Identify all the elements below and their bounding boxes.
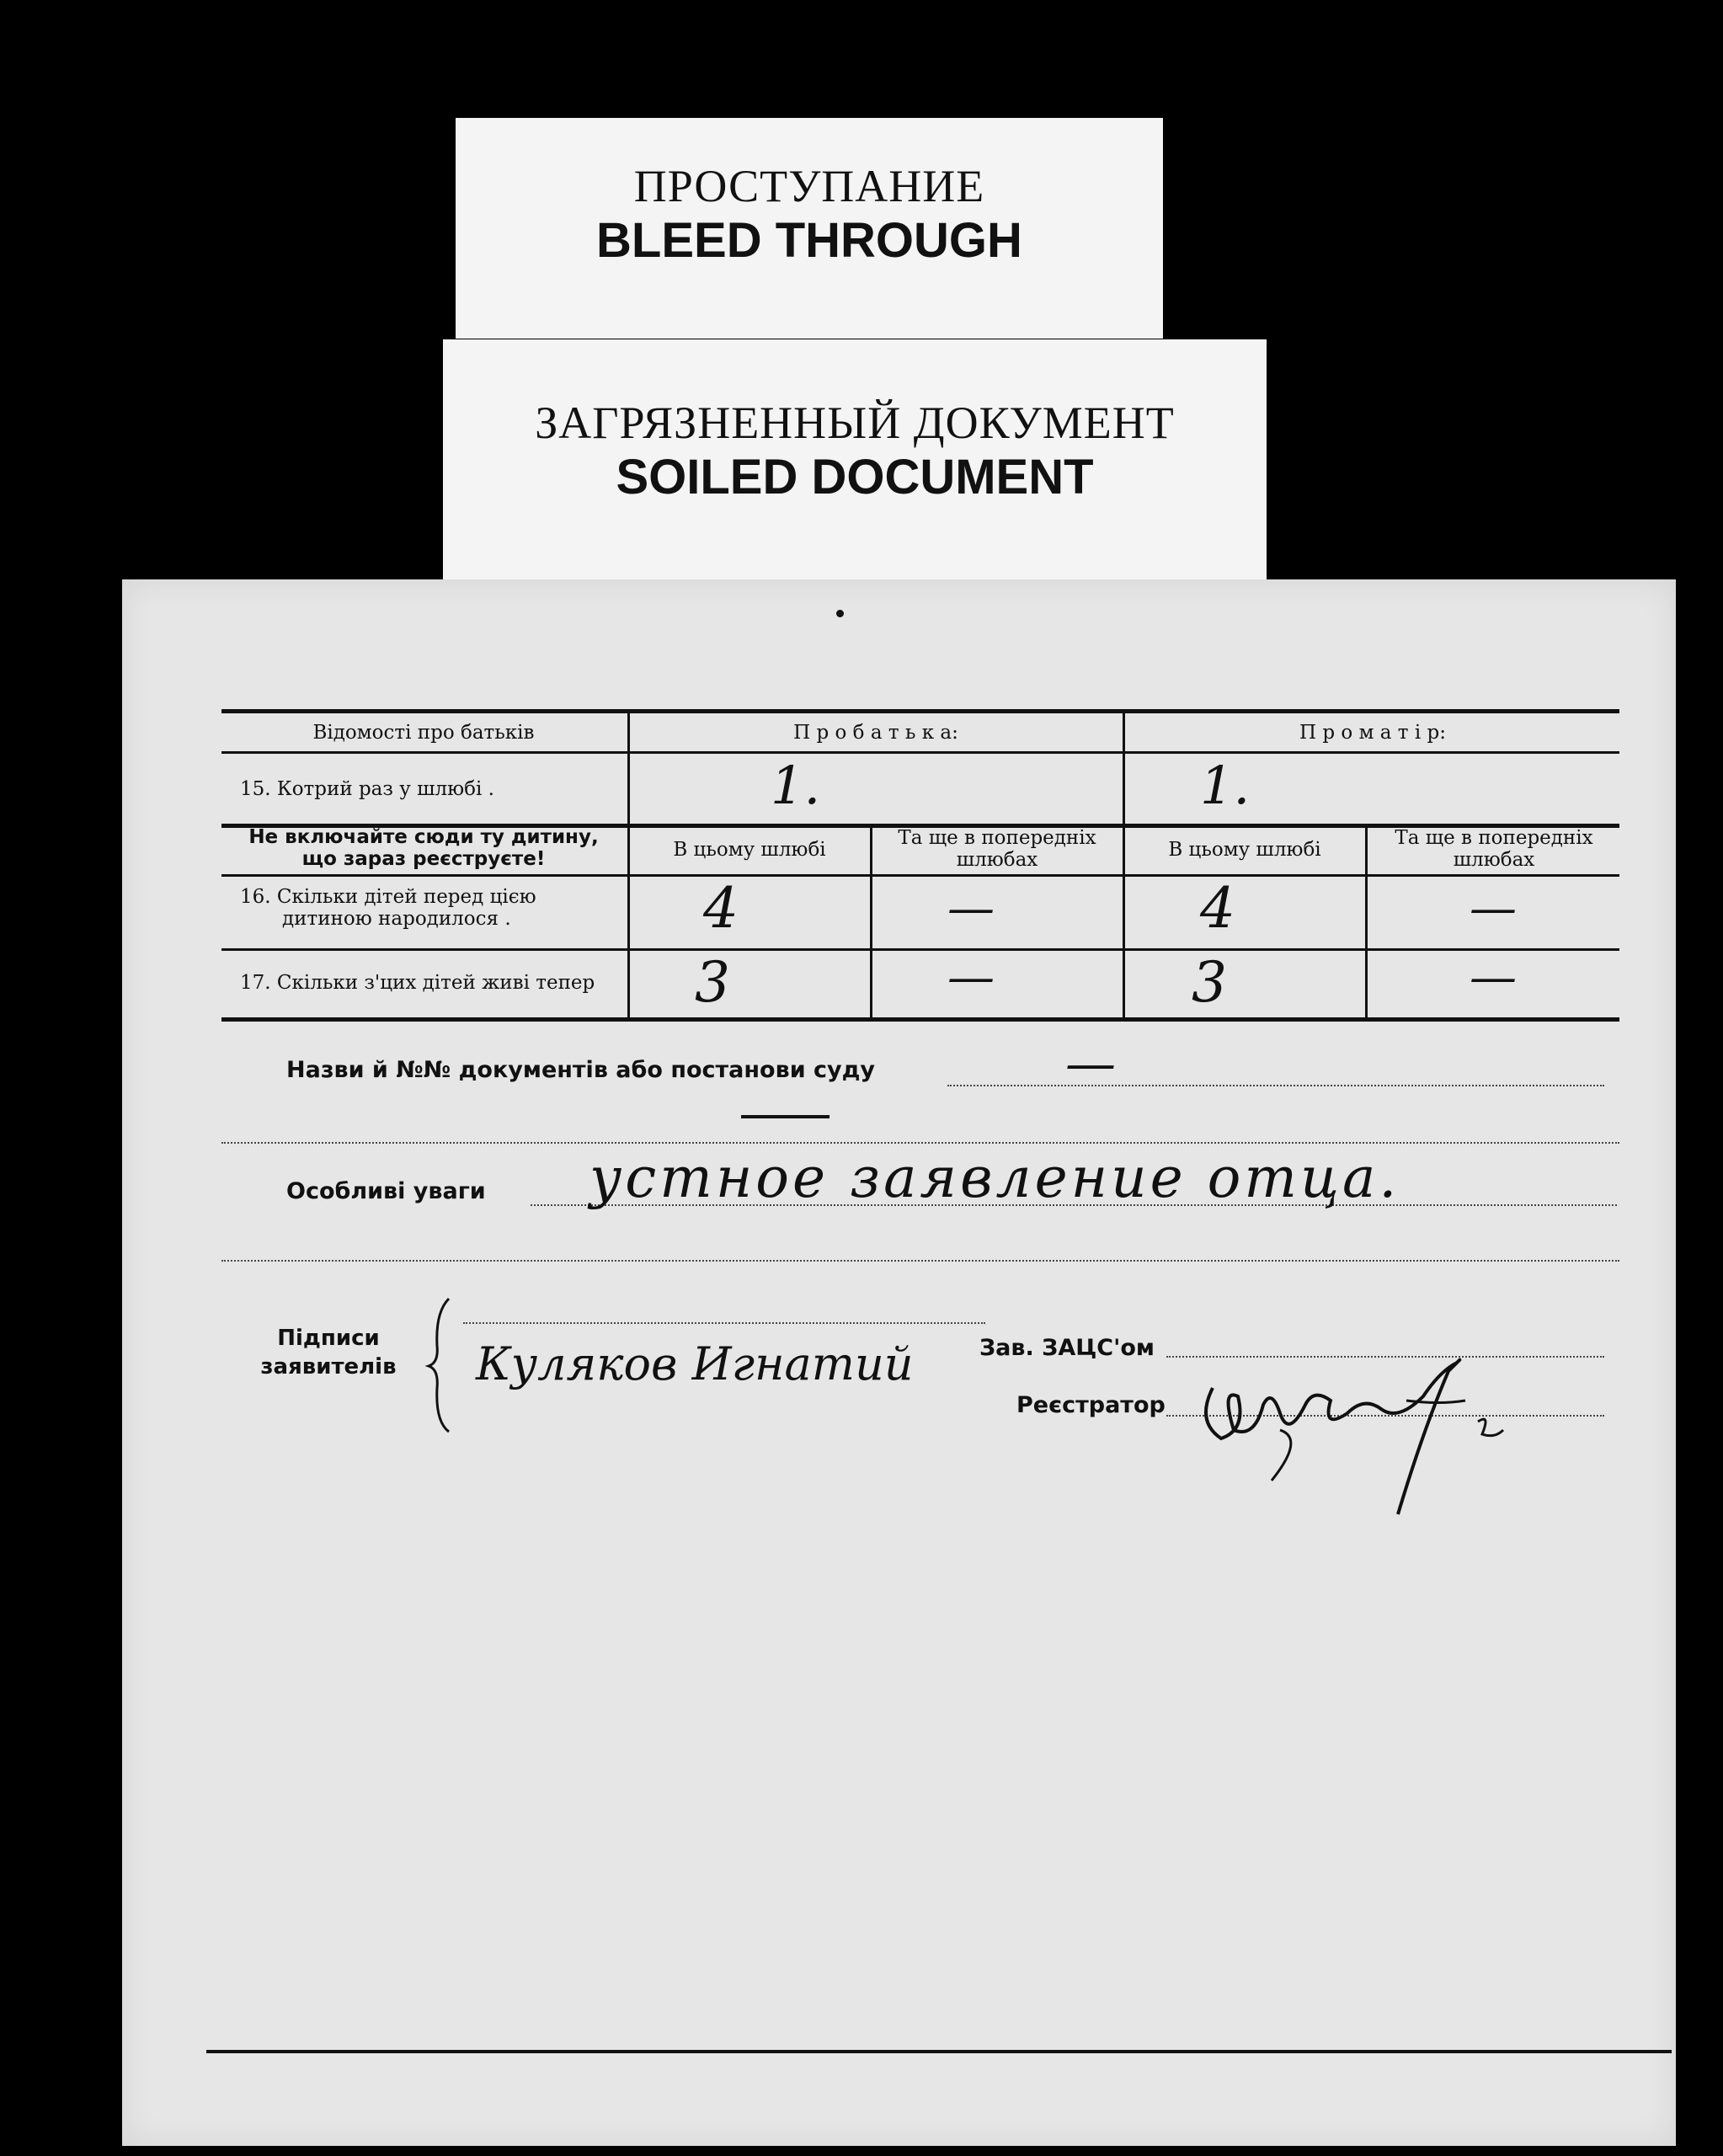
applicant-dotted-line — [463, 1322, 985, 1324]
applicant-signature: Куляков Игнатий — [476, 1337, 914, 1390]
documents-dash-mark — [741, 1115, 829, 1118]
header-parents-info: Відомості про батьків — [312, 722, 535, 744]
registrar-label: Реєстратор — [1016, 1392, 1166, 1418]
mother-this-marriage-header: В цьому шлюбі — [1168, 839, 1321, 861]
row16-label-2: дитиною народилося . — [282, 908, 511, 930]
remarks-label: Особливі уваги — [286, 1178, 486, 1204]
registrar-signature — [1187, 1312, 1592, 1531]
father-previous-header-2: шлюбах — [956, 849, 1038, 871]
table-rule — [221, 751, 1619, 754]
row15-father-value: 1. — [771, 755, 821, 816]
note-line2: що зараз реєструєте! — [301, 848, 546, 870]
row16-label-1: 16. Скільки дітей перед цією — [240, 886, 536, 908]
mother-previous-header-1: Та ще в попередніх — [1395, 827, 1593, 849]
signature-bracket — [425, 1295, 459, 1435]
note-line1: Не включайте сюди ту дитину, — [248, 826, 599, 848]
soiled-document-label — [443, 339, 1267, 580]
table-col-rule — [1365, 825, 1368, 1019]
table-rule — [221, 948, 1619, 951]
applicants-label-2: заявителів — [260, 1354, 397, 1380]
table-col-rule — [1123, 711, 1125, 1019]
table-col-rule — [627, 711, 630, 1019]
header-father: П р о б а т ь к а: — [793, 722, 958, 744]
remarks-dotted-line-2 — [221, 1260, 1619, 1262]
row17-father-prev: — — [947, 950, 995, 1005]
row17-label: 17. Скільки з'цих дітей живі тепер — [240, 972, 595, 994]
row17-father-this: 3 — [695, 950, 730, 1015]
row17-mother-this: 3 — [1192, 950, 1227, 1015]
row15-label: 15. Котрий раз у шлюбі . — [240, 778, 494, 800]
father-this-marriage-header: В цьому шлюбі — [673, 839, 826, 861]
punch-dot — [836, 610, 844, 617]
row16-father-prev: — — [947, 881, 995, 936]
table-col-rule — [870, 825, 872, 1019]
bleed-through-ru: ПРОСТУПАНИЕ — [633, 161, 985, 211]
father-previous-header-1: Та ще в попередніх — [898, 827, 1096, 849]
soiled-document-en: SOILED DOCUMENT — [616, 450, 1094, 504]
remarks-value: устное заявление отца. — [589, 1145, 1400, 1210]
soiled-document-ru: ЗАГРЯЗНЕННЫЙ ДОКУМЕНТ — [535, 398, 1175, 448]
mother-previous-header-2: шлюбах — [1453, 849, 1535, 871]
document-sheet — [122, 579, 1676, 2146]
documents-value: — — [1065, 1034, 1116, 1093]
documents-label: Назви й №№ документів або постанови суду — [286, 1057, 876, 1083]
table-rule — [221, 874, 1619, 877]
row17-mother-prev: — — [1470, 950, 1517, 1005]
row15-mother-value: 1. — [1200, 755, 1251, 816]
row16-father-this: 4 — [703, 876, 739, 941]
table-top-rule — [221, 709, 1619, 713]
documents-dotted-line-2 — [221, 1142, 1619, 1144]
row16-mother-prev: — — [1470, 881, 1517, 936]
table-bottom-rule — [221, 1017, 1619, 1022]
bleed-through-label — [456, 118, 1163, 339]
sheet-bottom-rule — [206, 2050, 1672, 2053]
row16-mother-this: 4 — [1200, 876, 1235, 941]
documents-dotted-line — [947, 1085, 1604, 1086]
applicants-label-1: Підписи — [277, 1326, 380, 1351]
head-label: Зав. ЗАЦС'ом — [979, 1335, 1155, 1361]
header-mother: П р о м а т і р: — [1299, 722, 1446, 744]
bleed-through-en: BLEED THROUGH — [596, 213, 1022, 268]
